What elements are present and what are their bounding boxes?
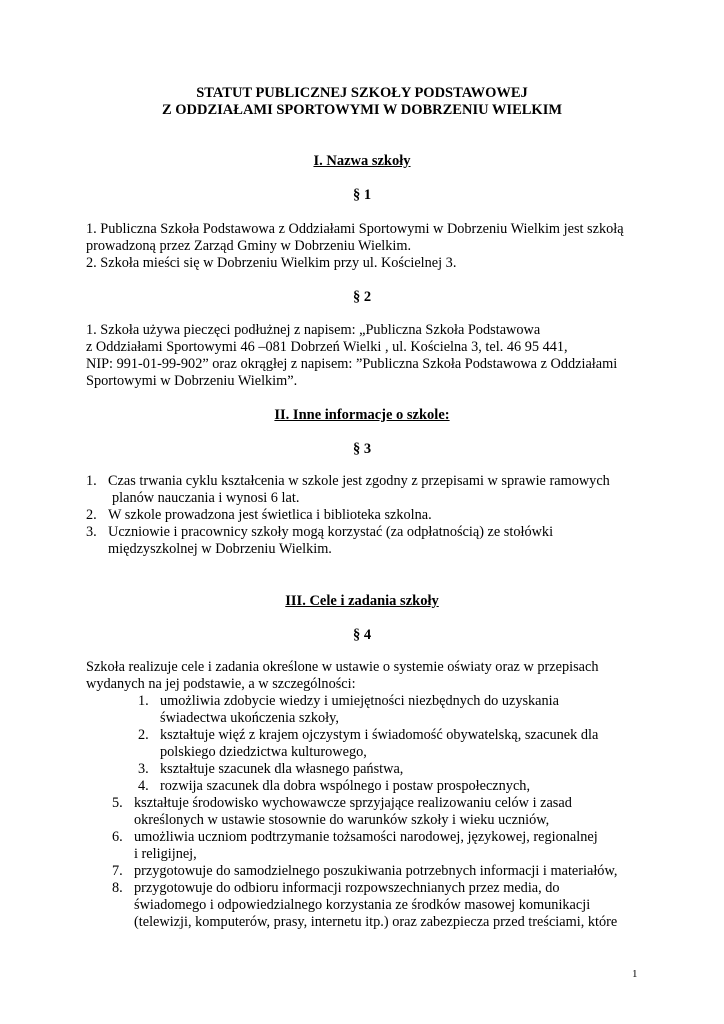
list-item-text: międzyszkolnej w Dobrzeniu Wielkim. bbox=[108, 541, 332, 557]
list-item-text: Uczniowie i pracownicy szkoły mogą korzystać (za odpłatnością) ze stołówki bbox=[108, 524, 554, 540]
list-item-text: kształtuje więź z krajem ojczystym i świadomość obywatelską, szacunek dla bbox=[160, 727, 599, 743]
p2-line-4: Sportowymi w Dobrzeniu Wielkim”. bbox=[86, 373, 298, 389]
list-item-number: 8. bbox=[112, 880, 123, 896]
paragraph-mark-3: § 3 bbox=[352, 441, 372, 457]
page-number: 1 bbox=[632, 968, 638, 980]
p4-intro-line-1: Szkoła realizuje cele i zadania określone w ustawie o systemie oświaty oraz w przepisach bbox=[86, 659, 599, 675]
p2-line-3: NIP: 991-01-99-902” oraz okrągłej z napisem: ”Publiczna Szkoła Podstawowa z Oddziałami bbox=[86, 356, 618, 372]
list-item-text: i religijnej, bbox=[134, 846, 197, 862]
section-heading-3: III. Cele i zadania szkoły bbox=[285, 593, 439, 609]
p4-intro-line-2: wydanych na jej podstawie, a w szczególności: bbox=[86, 676, 356, 692]
document-title-line-2: Z ODDZIAŁAMI SPORTOWYMI W DOBRZENIU WIELKIM bbox=[161, 102, 563, 118]
paragraph-mark-1: § 1 bbox=[352, 187, 372, 203]
list-item-text: polskiego dziedzictwa kulturowego, bbox=[160, 744, 367, 760]
list-item-text: umożliwia uczniom podtrzymanie tożsamości narodowej, językowej, regionalnej bbox=[134, 829, 598, 845]
section-heading-1: I. Nazwa szkoły bbox=[313, 153, 411, 169]
list-item-number: 4. bbox=[138, 778, 149, 794]
list-item-text: kształtuje szacunek dla własnego państwa, bbox=[160, 761, 404, 777]
document-title-line-1: STATUT PUBLICZNEJ SZKOŁY PODSTAWOWEJ bbox=[196, 85, 528, 101]
p2-line-2: z Oddziałami Sportowymi 46 –081 Dobrzeń Wielki , ul. Kościelna 3, tel. 46 95 441, bbox=[86, 339, 568, 355]
list-item-text: przygotowuje do samodzielnego poszukiwania potrzebnych informacji i materiałów, bbox=[134, 863, 618, 879]
list-item-text: świadectwa ukończenia szkoły, bbox=[160, 710, 339, 726]
list-item-number: 1. bbox=[138, 693, 149, 709]
list-item-text: umożliwia zdobycie wiedzy i umiejętności niezbędnych do uzyskania bbox=[160, 693, 559, 709]
paragraph-mark-2: § 2 bbox=[352, 289, 372, 305]
paragraph-mark-4: § 4 bbox=[352, 627, 372, 643]
p2-line-1: 1. Szkoła używa pieczęci podłużnej z napisem: „Publiczna Szkoła Podstawowa bbox=[86, 322, 541, 338]
list-item-number: 5. bbox=[112, 795, 123, 811]
list-item-text: rozwija szacunek dla dobra wspólnego i postaw prospołecznych, bbox=[160, 778, 531, 794]
list-item-text: kształtuje środowisko wychowawcze sprzyjające realizowaniu celów i zasad bbox=[134, 795, 572, 811]
list-item-text: Czas trwania cyklu kształcenia w szkole jest zgodny z przepisami w sprawie ramowych bbox=[108, 473, 610, 489]
p1-line-2: prowadzoną przez Zarząd Gminy w Dobrzeniu Wielkim. bbox=[86, 238, 412, 254]
list-item-number: 7. bbox=[112, 863, 123, 879]
p1-line-3: 2. Szkoła mieści się w Dobrzeniu Wielkim przy ul. Kościelnej 3. bbox=[86, 255, 457, 271]
list-item-number: 6. bbox=[112, 829, 123, 845]
list-item-text: planów nauczania i wynosi 6 lat. bbox=[112, 490, 300, 506]
list-item-number: 2. bbox=[138, 727, 149, 743]
list-item-number: 1. bbox=[86, 473, 97, 489]
list-item-text: świadomego i odpowiedzialnego korzystania ze środków masowej komunikacji bbox=[134, 897, 591, 913]
list-item-text: przygotowuje do odbioru informacji rozpowszechnianych przez media, do bbox=[134, 880, 560, 896]
list-item-text: określonych w ustawie stosownie do warunków szkoły i wieku uczniów, bbox=[134, 812, 550, 828]
p1-line-1: 1. Publiczna Szkoła Podstawowa z Oddziałami Sportowymi w Dobrzeniu Wielkim jest szkołą bbox=[86, 221, 624, 237]
section-heading-2: II. Inne informacje o szkole: bbox=[274, 407, 450, 423]
list-item-text: (telewizji, komputerów, prasy, internetu itp.) oraz zabezpiecza przed treściami, które bbox=[134, 914, 618, 930]
list-item-text: W szkole prowadzona jest świetlica i biblioteka szkolna. bbox=[108, 507, 432, 523]
list-item-number: 2. bbox=[86, 507, 97, 523]
list-item-number: 3. bbox=[86, 524, 97, 540]
list-item-number: 3. bbox=[138, 761, 149, 777]
